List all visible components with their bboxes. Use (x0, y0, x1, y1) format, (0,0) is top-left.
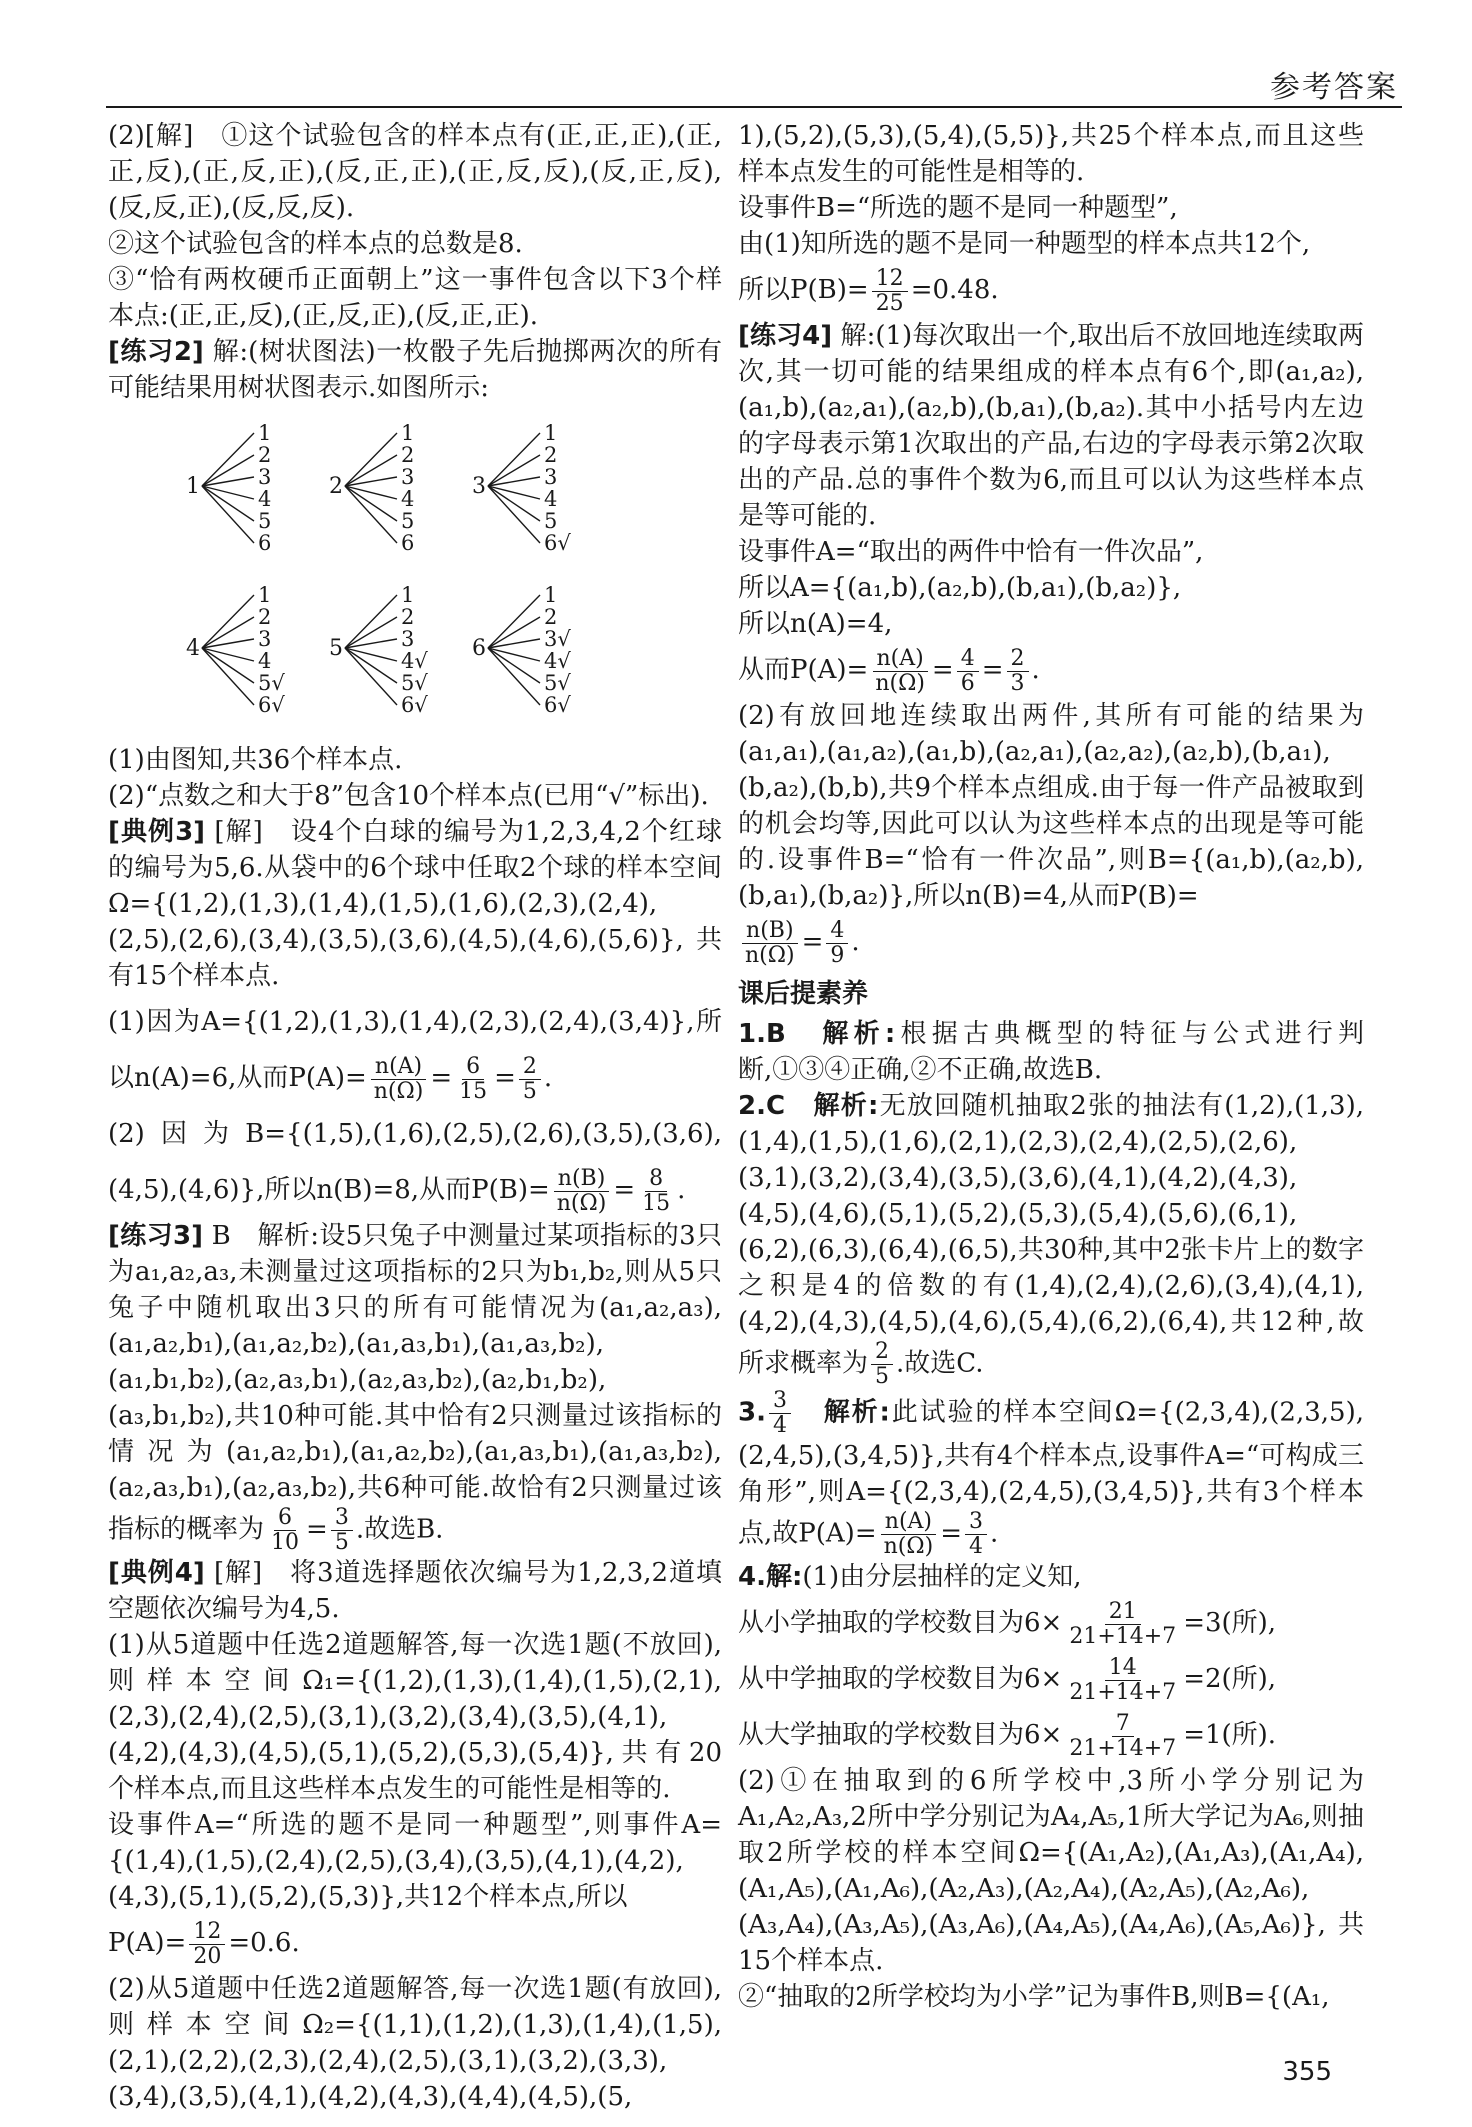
tree-branch (202, 486, 254, 499)
fraction: $\frac{12}{20}$ (189, 1920, 225, 1969)
tree-branch (345, 648, 397, 683)
paragraph: 从而P(A)= $\frac{n(A)}{n(\Omega)}$ = $\frac{4}{6}$ = $\frac{2}{3}$ . (738, 645, 1040, 696)
tree-leaf: 1 (258, 421, 272, 445)
paragraph: (1)由图知,共36个样本点. (108, 745, 403, 775)
tree-branches (186, 574, 329, 726)
fraction: $\frac{n(A)}{n(\Omega)}$ (871, 647, 929, 696)
paragraph: 从中学抽取的学校数目为6× $\frac{14}{21+14+7}$ =2(所), (738, 1654, 1277, 1705)
paragraph: 从大学抽取的学校数目为6× $\frac{7}{21+14+7}$ =1(所). (738, 1710, 1277, 1761)
tree-branch (488, 648, 540, 661)
paragraph: (2)[解] ①这个试验包含的样本点有(正,正,正),(正,正,反),(正,反,正),(反,正,正),(正,反,反),(反,正,反),(反,反,正),(反,反,反). (108, 121, 722, 223)
tree-leaf: 3 (401, 627, 415, 651)
tree-leaf: 5√ (544, 671, 571, 695)
tree-leaf: 2 (258, 605, 272, 629)
tree-branch (202, 486, 254, 521)
fraction: $\frac{4}{9}$ (826, 919, 848, 968)
tree-root: 1 (186, 474, 200, 499)
tree-leaf: 6 (258, 531, 272, 555)
tree-leaf: 1 (544, 583, 558, 607)
tree-leaf: 4 (258, 649, 272, 673)
fraction: $\frac{6}{15}$ (459, 1053, 488, 1104)
fraction: $\frac{6}{10}$ (271, 1505, 300, 1555)
paragraph: 从小学抽取的学校数目为6× $\frac{21}{21+14+7}$ =3(所), (738, 1598, 1277, 1649)
tree-branch (202, 648, 254, 683)
tree-leaf: 4 (544, 487, 558, 511)
tree-branch (345, 648, 397, 661)
fraction: $\frac{3}{4}$ (965, 1510, 987, 1559)
left-column (108, 118, 722, 2115)
tree-leaf: 2 (401, 605, 415, 629)
tree-leaf: 1 (258, 583, 272, 607)
tree-3 (472, 412, 615, 564)
tree-root: 2 (329, 474, 343, 499)
tree-branch (488, 486, 540, 499)
fraction: $\frac{3}{5}$ (331, 1506, 353, 1555)
fraction: $\frac{4}{6}$ (957, 647, 979, 696)
tree-leaf: 1 (401, 583, 415, 607)
tree-leaf: 5√ (258, 671, 285, 695)
tree-leaf: 1 (544, 421, 558, 445)
tree-2 (329, 412, 472, 564)
fraction: $\frac{2}{5}$ (871, 1340, 893, 1389)
tree-leaf: 3√ (544, 627, 571, 651)
exercise-tag: [练习4] (738, 321, 833, 351)
tree-leaf: 5 (401, 509, 415, 533)
tree-root: 3 (472, 474, 486, 499)
fraction: $\frac{21}{21+14+7}$ (1069, 1598, 1177, 1649)
tree-leaf: 4√ (544, 649, 571, 673)
tree-6 (472, 574, 615, 726)
answer-item: 2.C 解析:无放回随机抽取2张的抽法有(1,2),(1,3),(1,4),(1,5),(1,6),(2,1),(2,3),(2,4),(2,5),(2,6),(3,1),(3,2),(3,4),(3,5),(3,6),(4,1),(4,2),(4,3),(4,5),(4,6),(5,1),(5,2),(5,3),(5,4),(5,6),(6,1),(6,2),(6,3),(6,4),(6,5),共30种,其中2张卡片上的数字之积是4的倍数的有(1,4),(2,4),(2,6),(3,4),(4,1),(4,2),(4,3),(4,5),(4,6),(5,4),(6,2),(6,4),共12种,故所求概率为 $\frac{2}{5}$ .故选C. (738, 1091, 1364, 1389)
paragraph: (2)从5道题中任选2道题解答,每一次选1题(有放回),则样本空间Ω₂={(1,1),(1,2),(1,3),(1,4),(1,5),(2,1),(2,2),(2,3),(2,4),(2,5),(3,1),(3,2),(3,3),(3,4),(3,5),(4,1),(4,2),(4,3),(4,4),(4,5),(5, (108, 1974, 722, 2112)
tree-branch (345, 486, 397, 521)
tree-branch (345, 648, 397, 705)
paragraph: 所以n(A)=4, (738, 609, 893, 639)
answer-item: 3. $\frac{3}{4}$ 解析:此试验的样本空间Ω={(2,3,4),(2,3,5),(2,4,5),(3,4,5)},共有4个样本点,设事件A=“可构成三角形”,则A={(2,3,4),(2,4,5),(3,4,5)},共有3个样本点,故P(A)= $\frac{n(A)}{n(\Omega)}$ = $\frac{3}{4}$ . (738, 1388, 1364, 1559)
tree-diagram (186, 412, 616, 736)
tree-leaf: 6√ (544, 531, 571, 555)
tree-branch (202, 486, 254, 543)
fraction: $\frac{n(B)}{n(\Omega)}$ (741, 919, 799, 968)
paragraph: [练习4] 解:(1)每次取出一个,取出后不放回地连续取两次,其一切可能的结果组成的样本点有6个,即(a₁,a₂),(a₁,b),(a₂,a₁),(a₂,b),(b,a₁),(b,a₂).其中小括号内左边的字母表示第1次取出的产品,右边的字母表示第2次取出的产品.总的事件个数为6,而且可以认为这些样本点是等可能的. (738, 321, 1364, 531)
tree-leaf: 4 (401, 487, 415, 511)
paragraph: 设事件A=“所选的题不是同一种题型”,则事件A={(1,4),(1,5),(2,4),(2,5),(3,4),(3,5),(4,1),(4,2),(4,3),(5,1),(5,2),(5,3)},共12个样本点,所以 (108, 1810, 722, 1912)
tree-leaf: 3 (258, 465, 272, 489)
fraction: $\frac{n(A)}{n(\Omega)}$ (370, 1055, 428, 1104)
tree-leaf: 3 (401, 465, 415, 489)
tree-leaf: 2 (544, 605, 558, 629)
tree-branch (488, 648, 540, 683)
tree-leaf: 2 (401, 443, 415, 467)
tree-leaf: 2 (544, 443, 558, 467)
tree-branch (202, 648, 254, 661)
tree-branches (329, 412, 472, 564)
paragraph: (1)因为A={(1,2),(1,3),(1,4),(2,3),(2,4),(3,4)},所以n(A)=6,从而P(A)= $\frac{n(A)}{n(\Omega)}$ = $\frac{6}{15}$ = $\frac{2}{5}$ . (108, 1007, 722, 1104)
tree-branches (472, 412, 615, 564)
tree-branch (488, 486, 540, 543)
paragraph: 1),(5,2),(5,3),(5,4),(5,5)},共25个样本点,而且这些样本点发生的可能性是相等的. (738, 121, 1364, 187)
page-header-title: 参考答案 (1270, 70, 1398, 105)
paragraph: 所以P(B)= $\frac{12}{25}$ =0.48. (738, 265, 999, 316)
paragraph: ②这个试验包含的样本点的总数是8. (108, 229, 523, 259)
paragraph: 设事件A=“取出的两件中恰有一件次品”, (738, 537, 1204, 567)
tree-leaf: 6√ (258, 693, 285, 717)
tree-4 (186, 574, 329, 726)
tree-leaf: 6 (401, 531, 415, 555)
paragraph: 所以A={(a₁,b),(a₂,b),(b,a₁),(b,a₂)}, (738, 573, 1182, 603)
exercise-tag: [练习3] (108, 1221, 203, 1251)
paragraph: 设事件B=“所选的题不是同一种题型”, (738, 193, 1178, 223)
paragraph: 由(1)知所选的题不是同一种题型的样本点共12个, (738, 229, 1311, 259)
tree-leaf: 5 (544, 509, 558, 533)
tree-root: 5 (329, 636, 343, 661)
fraction: $\frac{3}{4}$ (769, 1389, 791, 1438)
paragraph: ③“恰有两枚硬币正面朝上”这一事件包含以下3个样本点:(正,正,反),(正,反,正),(反,正,正). (108, 265, 722, 331)
fraction: $\frac{7}{21+14+7}$ (1069, 1710, 1177, 1761)
paragraph: $\frac{n(B)}{n(\Omega)}$ = $\frac{4}{9}$ . (738, 914, 1364, 970)
tree-branches (472, 574, 615, 726)
fraction: $\frac{n(B)}{n(\Omega)}$ (553, 1167, 611, 1216)
tree-leaf: 5 (258, 509, 272, 533)
fraction: $\frac{2}{5}$ (519, 1055, 541, 1104)
tree-branches (186, 412, 329, 564)
tree-5 (329, 574, 472, 726)
tree-leaf: 3 (258, 627, 272, 651)
paragraph: [练习2] 解:(树状图法)一枚骰子先后抛掷两次的所有可能结果用树状图表示.如图所示: (108, 337, 723, 403)
tree-leaf: 6√ (544, 693, 571, 717)
example-tag: [典例3] (108, 817, 206, 847)
paragraph: (2)有放回地连续取出两件,其所有可能的结果为(a₁,a₁),(a₁,a₂),(a₁,b),(a₂,a₁),(a₂,a₂),(a₂,b),(b,a₁),(b,a₂),(b,b),共9个样本点组成.由于每一件产品被取到的机会均等,因此可以认为这些样本点的出现是等可能的.设事件B=“恰有一件次品”,则B={(a₁,b),(a₂,b),(b,a₁),(b,a₂)},所以n(B)=4,从而P(B)= (738, 701, 1364, 911)
tree-branch (345, 486, 397, 543)
tree-root: 4 (186, 636, 200, 661)
tree-branches (329, 574, 472, 726)
paragraph: ②“抽取的2所学校均为小学”记为事件B,则B={(A₁, (738, 1982, 1330, 2012)
example-tag: [典例4] (108, 1558, 205, 1588)
tree-leaf: 6√ (401, 693, 428, 717)
fraction: $\frac{12}{25}$ (872, 267, 908, 316)
tree-leaf: 4 (258, 487, 272, 511)
fraction: $\frac{2}{3}$ (1007, 647, 1029, 696)
exercise-tag: [练习2] (108, 337, 204, 367)
tree-branch (345, 486, 397, 499)
fraction: $\frac{8}{15}$ (642, 1165, 671, 1216)
tree-leaf: 4√ (401, 649, 428, 673)
tree-1 (186, 412, 329, 564)
tree-branch (202, 648, 254, 705)
tree-branch (488, 648, 540, 705)
answer-item: 1.B 解析:根据古典概型的特征与公式进行判断,①③④正确,②不正确,故选B. (738, 1019, 1364, 1085)
header-rule (106, 106, 1402, 108)
tree-leaf: 1 (401, 421, 415, 445)
page-number: 355 (1282, 2057, 1332, 2087)
paragraph: [典例3] [解] 设4个白球的编号为1,2,3,4,2个红球的编号为5,6.从袋中的6个球中任取2个球的样本空间Ω={(1,2),(1,3),(1,4),(1,5),(1,6),(2,3),(2,4),(2,5),(2,6),(3,4),(3,5),(3,6),(4,5),(4,6),(5,6)},共有15个样本点. (108, 817, 722, 991)
section-heading: 课后提素养 (738, 979, 869, 1009)
fraction: $\frac{14}{21+14+7}$ (1069, 1654, 1177, 1705)
paragraph: [练习3] B 解析:设5只兔子中测量过某项指标的3只为a₁,a₂,a₃,未测量过这项指标的2只为b₁,b₂,则从5只兔子中随机取出3只的所有可能情况为(a₁,a₂,a₃),(a₁,a₂,b₁),(a₁,a₂,b₂),(a₁,a₃,b₁),(a₁,a₃,b₂),(a₁,b₁,b₂),(a₂,a₃,b₁),(a₂,a₃,b₂),(a₂,b₁,b₂),(a₃,b₁,b₂),共10种可能.其中恰有2只测量过该指标的情况为(a₁,a₂,b₁),(a₁,a₂,b₂),(a₁,a₃,b₁),(a₁,a₃,b₂),(a₂,a₃,b₁),(a₂,a₃,b₂),共6种可能.故恰有2只测量过该指标的概率为 $\frac{6}{10}$ = $\frac{3}{5}$ .故选B. (108, 1221, 723, 1555)
tree-leaf: 2 (258, 443, 272, 467)
right-column (738, 118, 1364, 2015)
tree-root: 6 (472, 636, 486, 661)
tree-leaf: 5√ (401, 671, 428, 695)
paragraph: (2)①在抽取到的6所学校中,3所小学分别记为A₁,A₂,A₃,2所中学分别记为A₄,A₅,1所大学记为A₆,则抽取2所学校的样本空间Ω={(A₁,A₂),(A₁,A₃),(A₁,A₄),(A₁,A₅),(A₁,A₆),(A₂,A₃),(A₂,A₄),(A₂,A₅),(A₂,A₆),(A₃,A₄),(A₃,A₅),(A₃,A₆),(A₄,A₅),(A₄,A₆),(A₅,A₆)},共15个样本点. (738, 1766, 1364, 1976)
paragraph: P(A)= $\frac{12}{20}$ =0.6. (108, 1918, 300, 1969)
tree-leaf: 3 (544, 465, 558, 489)
fraction: $\frac{n(A)}{n(\Omega)}$ (880, 1510, 938, 1559)
answer-item: 4.解:(1)由分层抽样的定义知, (738, 1562, 1082, 1592)
tree-branch (488, 486, 540, 521)
paragraph: [典例4] [解] 将3道选择题依次编号为1,2,3,2道填空题依次编号为4,5. (108, 1558, 723, 1624)
paragraph: (1)从5道题中任选2道题解答,每一次选1题(不放回),则样本空间Ω₁={(1,2),(1,3),(1,4),(1,5),(2,1),(2,3),(2,4),(2,5),(3,1),(3,2),(3,4),(3,5),(4,1),(4,2),(4,3),(4,5),(5,1),(5,2),(5,3),(5,4)},共有20个样本点,而且这些样本点发生的可能性是相等的. (108, 1630, 722, 1804)
paragraph: (2)“点数之和大于8”包含10个样本点(已用“√”标出). (108, 781, 709, 811)
paragraph: (2)因为B={(1,5),(1,6),(2,5),(2,6),(3,5),(3,6),(4,5),(4,6)},所以n(B)=8,从而P(B)= $\frac{n(B)}{n(\Omega)}$ = $\frac{8}{15}$ . (108, 1119, 722, 1216)
